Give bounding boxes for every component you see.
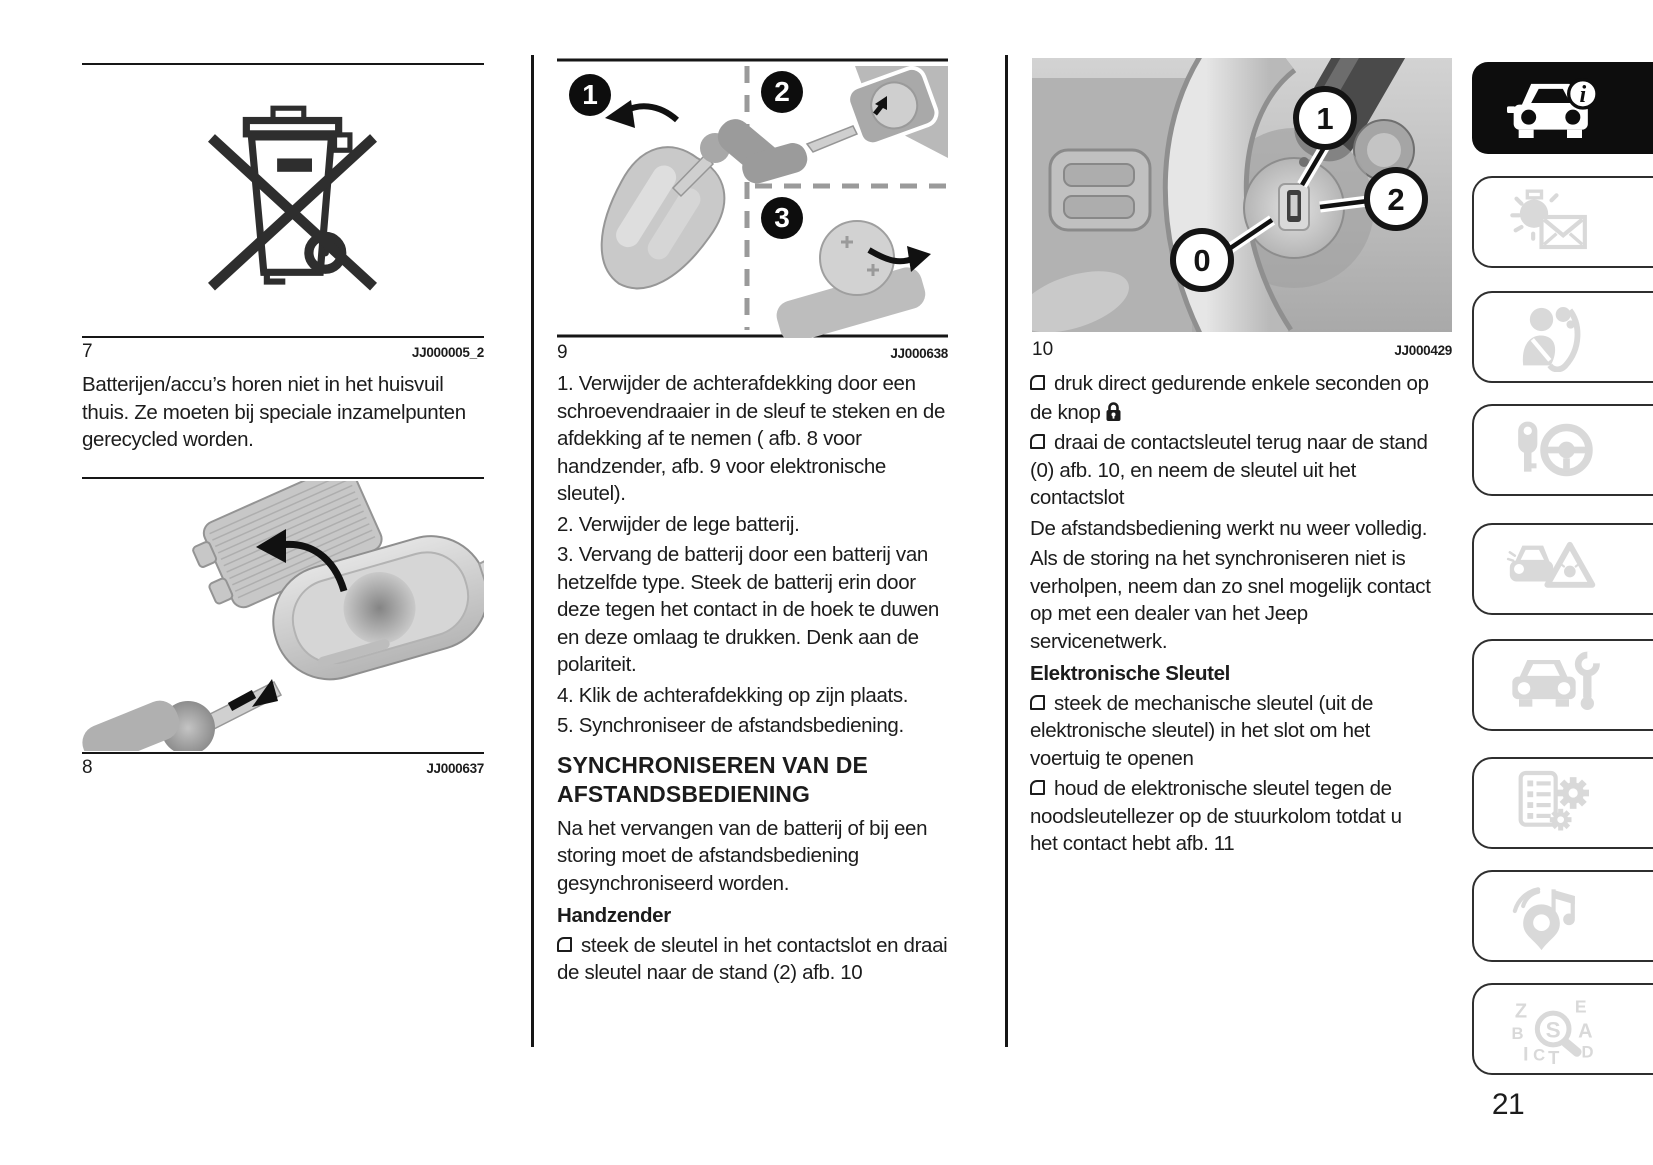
car-service-wrench-icon — [1496, 650, 1612, 720]
square-bullet-icon — [557, 937, 572, 952]
svg-text:Z: Z — [1514, 1000, 1528, 1023]
sidebar-tab-technical-data[interactable] — [1472, 757, 1653, 849]
hold-key-bullet: houd de elektronische sleutel tegen de noodsleutellezer op de stuurkolom totdat u het contact hebt afb. 11 — [1030, 777, 1402, 855]
sync-heading: SYNCHRONISEREN VAN DE AFSTANDSBEDIENING — [557, 751, 868, 807]
handzender-heading: Handzender — [557, 904, 671, 927]
multimedia-icon — [1496, 881, 1612, 951]
fig9-code: JJ000638 — [890, 346, 948, 361]
svg-text:i: i — [1579, 81, 1587, 109]
fig9-badge-3: 3 — [774, 202, 790, 233]
square-bullet-icon — [1030, 434, 1045, 449]
fig7-crossed-bin-illustration — [205, 100, 380, 300]
square-bullet-icon — [1030, 695, 1045, 710]
fig8-caption — [82, 757, 484, 779]
fig9-caption — [557, 342, 948, 364]
battery-disposal-paragraph: Batterijen/accu’s horen niet in het huisvuil thuis. Ze moeten bij speciale inzamelpunten gerecycled worden. — [82, 373, 466, 451]
square-bullet-icon — [1030, 780, 1045, 795]
occupant-safety-icon — [1496, 302, 1612, 372]
step-item: 4. Klik de achterafdekking op zijn plaats. — [557, 683, 909, 707]
fig10-code: JJ000429 — [1394, 343, 1452, 358]
sidebar-tab-service[interactable] — [1472, 639, 1653, 731]
svg-text:C: C — [1533, 1045, 1546, 1064]
sidebar-tab-vehicle-info[interactable] — [1472, 62, 1653, 154]
column-separator — [531, 55, 534, 1047]
sidebar-tab-emergency[interactable] — [1472, 523, 1653, 615]
sidebar-tab-starting-driving[interactable] — [1472, 404, 1653, 496]
column-separator — [1005, 55, 1008, 1047]
sidebar-tab-multimedia[interactable] — [1472, 870, 1653, 962]
svg-text:D: D — [1581, 1042, 1594, 1062]
sidebar-tab-index[interactable] — [1472, 983, 1653, 1075]
fig10-callout-0: 0 — [1193, 243, 1211, 278]
step-item: 2. Verwijder de lege batterij. — [557, 512, 800, 536]
svg-text:T: T — [1548, 1047, 1560, 1064]
synchronisation-instructions — [1030, 370, 1434, 861]
fig7-caption — [82, 341, 484, 363]
technical-data-gears-icon — [1496, 768, 1612, 838]
sidebar-tab-warning-lights[interactable] — [1472, 176, 1653, 268]
step-item: 3. Vervang de batterij door een batterij van hetzelfde type. Steek de batterij erin door deze tegen het contact in de hoek te duwen en deze omlaag te drukken. Denk aan de polariteit. — [557, 543, 939, 676]
fig10-callout-2: 2 — [1387, 182, 1405, 217]
sync-intro: Na het vervangen van de batterij of bij een storing moet de afstandsbediening gesynchroniseerd worden. — [557, 816, 928, 895]
fig10-ignition-switch-photo — [1032, 58, 1452, 332]
fig8-code: JJ000637 — [426, 761, 484, 776]
sidebar-tab-safety[interactable] — [1472, 291, 1653, 383]
svg-text:B: B — [1511, 1024, 1524, 1043]
svg-text:I: I — [1523, 1044, 1529, 1064]
fig9-badge-1: 1 — [582, 79, 598, 110]
fig8-number: 8 — [82, 757, 93, 778]
svg-text:S: S — [1545, 1017, 1561, 1043]
fig7-code: JJ000005_2 — [411, 345, 484, 360]
fig10-caption — [1032, 339, 1452, 361]
divider — [82, 477, 484, 479]
divider — [82, 63, 484, 65]
lock-icon — [1105, 401, 1122, 422]
step-item: 1. Verwijder de achterafdekking door een schroevendraaier in de sleuf te steken en de afdekking af te nemen ( afb. 8 voor handzender, afb. 9 voor elektronische sleutel). — [557, 372, 946, 505]
warning-lights-messages-icon — [1496, 187, 1612, 257]
svg-text:A: A — [1578, 1020, 1593, 1043]
divider — [82, 752, 484, 754]
divider — [82, 336, 484, 338]
mechanical-key-bullet: steek de mechanische sleutel (uit de elektronische sleutel) in het slot om het voertuig te openen — [1030, 691, 1374, 770]
index-search-icon — [1496, 994, 1612, 1064]
press-button-bullet: druk direct gedurende enkele seconden op de knop — [1030, 372, 1429, 424]
car-info-icon — [1494, 73, 1610, 143]
page-number: 21 — [1491, 1088, 1525, 1121]
fig7-number: 7 — [82, 341, 93, 362]
turn-key-bullet: draai de contactsleutel terug naar de stand (0) afb. 10, en neem de sleutel uit het contactslot — [1030, 431, 1428, 509]
battery-replacement-steps — [557, 370, 957, 990]
elektronische-sleutel-heading: Elektronische Sleutel — [1030, 662, 1231, 685]
fig9-number: 9 — [557, 342, 568, 363]
svg-text:E: E — [1574, 996, 1587, 1017]
key-steering-icon — [1496, 415, 1612, 485]
fig10-number: 10 — [1032, 339, 1054, 360]
handzender-bullet: steek de sleutel in het contactslot en draai de sleutel naar de stand (2) afb. 10 — [557, 933, 948, 984]
step-item: 5. Synchroniseer de afstandsbediening. — [557, 714, 904, 737]
square-bullet-icon — [1030, 375, 1045, 390]
remote-works-paragraph: De afstandsbediening werkt nu weer volledig. — [1030, 516, 1428, 540]
fig9-badge-2: 2 — [774, 76, 790, 107]
fig9-electronic-key-battery-illustration — [557, 58, 948, 338]
fig10-callout-1: 1 — [1316, 101, 1334, 136]
fig8-keyfob-battery-illustration — [82, 481, 484, 751]
emergency-triangle-icon — [1496, 534, 1612, 604]
dealer-paragraph: Als de storing na het synchroniseren niet is verholpen, neem dan zo snel mogelijk contact op met een dealer van het Jeep servicenetwerk. — [1030, 547, 1431, 653]
